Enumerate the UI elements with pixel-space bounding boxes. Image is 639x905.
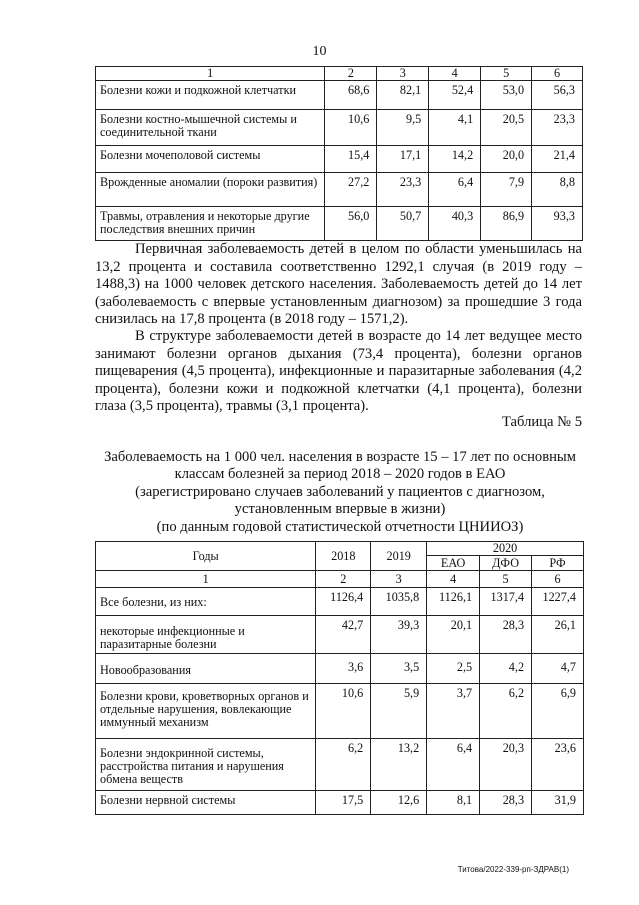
- table-value: 8,1: [427, 791, 480, 815]
- table-value: 6,4: [427, 739, 480, 791]
- caption-line: (по данным годовой статистической отчетности ЦНИИОЗ): [156, 518, 524, 535]
- table-value: 56,0: [325, 207, 377, 241]
- table-number-row: [96, 571, 584, 588]
- disease-name: Болезни эндокринной системы, расстройства питания и нарушения обмена веществ: [96, 739, 316, 791]
- document-footer-code: Титова/2022-339-рп-ЗДРАВ(1): [457, 865, 569, 874]
- table-value: 82,1: [377, 81, 429, 110]
- table-value: 86,9: [481, 207, 532, 241]
- years-header: Годы: [96, 542, 316, 571]
- table-value: 42,7: [316, 616, 371, 654]
- column-number: 1: [96, 67, 325, 81]
- region-dfo-header: ДФО: [480, 556, 532, 571]
- table-value: 5,9: [371, 684, 427, 739]
- table-value: 4,7: [532, 654, 584, 684]
- table-number-label: Таблица № 5: [502, 414, 582, 430]
- table-row: [96, 654, 584, 684]
- table-caption: [80, 449, 600, 536]
- disease-name: Болезни кожи и подкожной клетчатки: [96, 81, 325, 110]
- table-value: 3,5: [371, 654, 427, 684]
- column-number: 6: [532, 571, 584, 588]
- table-value: 21,4: [532, 146, 583, 173]
- table-value: 1227,4: [532, 588, 584, 616]
- table-value: 3,6: [316, 654, 371, 684]
- disease-name: Болезни мочеполовой системы: [96, 146, 325, 173]
- table-value: 17,5: [316, 791, 371, 815]
- column-number: 5: [480, 571, 532, 588]
- table-row: [96, 791, 584, 815]
- disease-name: Болезни крови, кроветворных органов и отдельные нарушения, вовлекающие иммунный механизм: [96, 684, 316, 739]
- table-value: 1317,4: [480, 588, 532, 616]
- table-row: [96, 616, 584, 654]
- table-value: 20,5: [481, 110, 532, 146]
- table-value: 40,3: [429, 207, 481, 241]
- table-value: 1035,8: [371, 588, 427, 616]
- disease-name: Болезни нервной системы: [96, 791, 316, 815]
- year-2019-header: 2019: [371, 542, 427, 571]
- table-value: 7,9: [481, 173, 532, 207]
- table-value: 12,6: [371, 791, 427, 815]
- disease-name: некоторые инфекционные и паразитарные болезни: [96, 616, 316, 654]
- table-value: 23,3: [377, 173, 429, 207]
- table-row: [96, 173, 583, 207]
- column-number: 3: [371, 571, 427, 588]
- region-eao-header: ЕАО: [427, 556, 480, 571]
- table-row: [96, 684, 584, 739]
- table-value: 15,4: [325, 146, 377, 173]
- disease-name: Врожденные аномалии (пороки развития): [96, 173, 325, 207]
- table-value: 27,2: [325, 173, 377, 207]
- table-row: [96, 110, 583, 146]
- table-value: 28,3: [480, 791, 532, 815]
- table-value: 10,6: [316, 684, 371, 739]
- table-value: 6,2: [480, 684, 532, 739]
- table-header-row: [96, 542, 584, 556]
- table-value: 50,7: [377, 207, 429, 241]
- table-value: 8,8: [532, 173, 583, 207]
- paragraph-morbidity-structure: В структуре заболеваемости детей в возрасте до 14 лет ведущее место занимают болезни органов дыхания (73,4 процента), болезни органов пищеварения (4,5 процента), инфекционные и паразитарные заболевания (4,2 процента), болезни кожи и подкожной клетчатки (4,1 процента), болезни глаза (3,5 процента), травмы (3,1 процента).: [95, 328, 582, 414]
- table-row: [96, 146, 583, 173]
- table-row: [96, 81, 583, 110]
- column-number: 1: [96, 571, 316, 588]
- table-row: [96, 739, 584, 791]
- paragraph-primary-morbidity: Первичная заболеваемость детей в целом по области уменьшилась на 13,2 процента и составила соответственно 1292,1 случая (в 2019 году – 1488,3) на 1000 человек детского населения. Заболеваемость детей до 14 лет (заболеваемость с впервые установленным диагнозом) за прошедшие 3 года снизилась на 17,8 процента (в 2018 году – 1571,2).: [95, 241, 582, 327]
- table-value: 20,1: [427, 616, 480, 654]
- table-value: 3,7: [427, 684, 480, 739]
- table-row: [96, 588, 584, 616]
- table-value: 6,9: [532, 684, 584, 739]
- table-value: 23,6: [532, 739, 584, 791]
- table-value: 6,2: [316, 739, 371, 791]
- table-value: 17,1: [377, 146, 429, 173]
- caption-line: Заболеваемость на 1 000 чел. населения в возрасте 15 – 17 лет по основным: [104, 449, 576, 465]
- column-number: 6: [532, 67, 583, 81]
- table-value: 39,3: [371, 616, 427, 654]
- year-2020-header: 2020: [427, 542, 584, 556]
- table-children-morbidity-continued: [95, 66, 583, 241]
- table-value: 10,6: [325, 110, 377, 146]
- table-value: 52,4: [429, 81, 481, 110]
- column-number: 2: [316, 571, 371, 588]
- table-value: 2,5: [427, 654, 480, 684]
- column-number: 4: [427, 571, 480, 588]
- column-number: 5: [481, 67, 532, 81]
- table-value: 20,0: [481, 146, 532, 173]
- table-value: 4,2: [480, 654, 532, 684]
- table-value: 56,3: [532, 81, 583, 110]
- region-rf-header: РФ: [532, 556, 584, 571]
- table-value: 6,4: [429, 173, 481, 207]
- table-value: 23,3: [532, 110, 583, 146]
- disease-name: Новообразования: [96, 654, 316, 684]
- table-header-row: [96, 67, 583, 81]
- disease-name: Все болезни, из них:: [96, 588, 316, 616]
- table-value: 9,5: [377, 110, 429, 146]
- disease-name: Болезни костно-мышечной системы и соединительной ткани: [96, 110, 325, 146]
- caption-line: установленным впервые в жизни): [234, 501, 446, 518]
- column-number: 3: [377, 67, 429, 81]
- year-2018-header: 2018: [316, 542, 371, 571]
- table-value: 14,2: [429, 146, 481, 173]
- table-row: [96, 207, 583, 241]
- table-value: 28,3: [480, 616, 532, 654]
- table-value: 53,0: [481, 81, 532, 110]
- table-value: 1126,1: [427, 588, 480, 616]
- disease-name: Травмы, отравления и некоторые другие последствия внешних причин: [96, 207, 325, 241]
- column-number: 4: [429, 67, 481, 81]
- caption-line: (зарегистрировано случаев заболеваний у пациентов с диагнозом,: [135, 483, 545, 500]
- table-value: 31,9: [532, 791, 584, 815]
- page-number: 10: [312, 44, 327, 59]
- caption-line: классам болезней за период 2018 – 2020 годов в ЕАО: [174, 466, 506, 483]
- table-value: 26,1: [532, 616, 584, 654]
- table-adolescent-morbidity: [95, 541, 584, 815]
- table-value: 1126,4: [316, 588, 371, 616]
- table-value: 68,6: [325, 81, 377, 110]
- table-value: 13,2: [371, 739, 427, 791]
- table-value: 4,1: [429, 110, 481, 146]
- table-value: 20,3: [480, 739, 532, 791]
- table-value: 93,3: [532, 207, 583, 241]
- column-number: 2: [325, 67, 377, 81]
